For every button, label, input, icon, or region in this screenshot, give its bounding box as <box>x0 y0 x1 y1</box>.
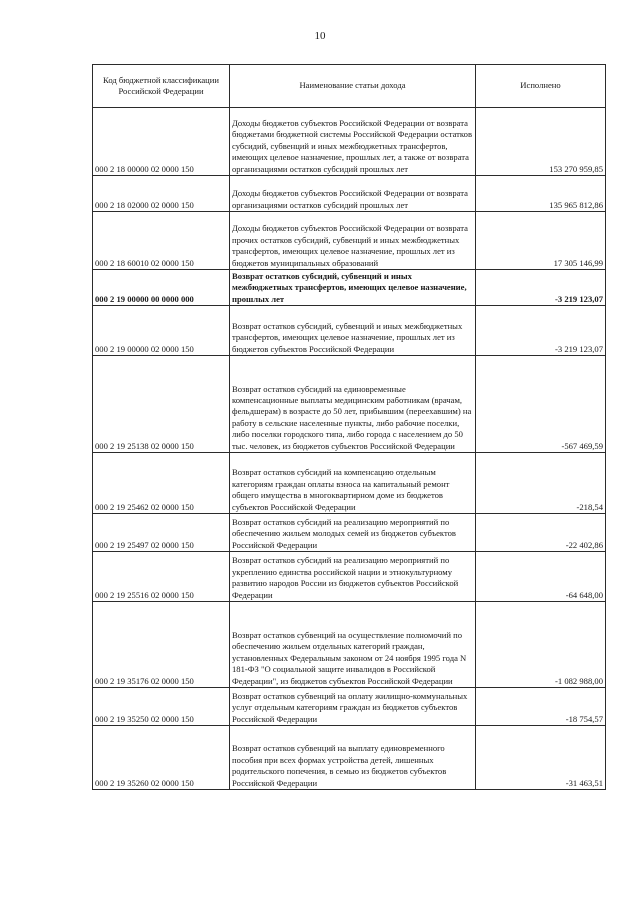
table-row <box>93 726 606 790</box>
income-table <box>92 64 606 790</box>
row-value: 153 270 959,85 <box>476 108 606 176</box>
row-name: Доходы бюджетов субъектов Российской Федерации от возврата прочих остатков субсидий, субвенций и иных межбюджетных трансфертов, имеющих целевое назначение, прошлых лет из бюджетов муниципальных образований <box>230 212 476 270</box>
row-code: 000 2 19 35260 02 0000 150 <box>93 726 230 790</box>
row-value: -22 402,86 <box>476 514 606 552</box>
row-code: 000 2 19 25516 02 0000 150 <box>93 552 230 602</box>
table-row <box>93 270 606 306</box>
row-code: 000 2 19 00000 02 0000 150 <box>93 306 230 356</box>
row-name: Возврат остатков субсидий, субвенций и иных межбюджетных трансфертов, имеющих целевое назначение, прошлых лет <box>230 270 476 306</box>
row-code: 000 2 18 60010 02 0000 150 <box>93 212 230 270</box>
row-value: -3 219 123,07 <box>476 270 606 306</box>
table-row <box>93 212 606 270</box>
header-code: Код бюджетной классификации Российской Федерации <box>93 65 230 108</box>
header-executed: Исполнено <box>476 65 606 108</box>
row-value: -64 648,00 <box>476 552 606 602</box>
row-value: -1 082 988,00 <box>476 602 606 688</box>
table-row <box>93 356 606 453</box>
table-row <box>93 514 606 552</box>
row-code: 000 2 19 00000 00 0000 000 <box>93 270 230 306</box>
table-row <box>93 552 606 602</box>
row-code: 000 2 19 35250 02 0000 150 <box>93 688 230 726</box>
row-name: Возврат остатков субсидий на единовременные компенсационные выплаты медицинским работникам (врачам, фельдшерам) в возрасте до 50 лет, прибывшим (переехавшим) на работу в сельские населенные пункты, либо рабочие поселки, либо поселки городского типа, либо города с населением до 50 тыс. человек, из бюджетов субъектов Российской Федерации <box>230 356 476 453</box>
row-name: Возврат остатков субсидий, субвенций и иных межбюджетных трансфертов, имеющих целевое назначение, прошлых лет из бюджетов субъектов Российской Федерации <box>230 306 476 356</box>
row-name: Доходы бюджетов субъектов Российской Федерации от возврата бюджетами бюджетной системы Российской Федерации остатков субсидий, субвенций и иных межбюджетных трансфертов, имеющих целевое назначение, прошлых лет, а также от возврата организациями остатков субсидий прошлых лет <box>230 108 476 176</box>
row-code: 000 2 19 25138 02 0000 150 <box>93 356 230 453</box>
row-code: 000 2 19 25462 02 0000 150 <box>93 453 230 514</box>
row-name: Возврат остатков субсидий на реализацию мероприятий по укреплению единства российской нации и этнокультурному развитию народов России из бюджетов субъектов Российской Федерации <box>230 552 476 602</box>
table-row <box>93 453 606 514</box>
row-name: Доходы бюджетов субъектов Российской Федерации от возврата организациями остатков субсидий прошлых лет <box>230 176 476 212</box>
row-value: -31 463,51 <box>476 726 606 790</box>
row-name: Возврат остатков субвенций на осуществление полномочий по обеспечению жильем отдельных категорий граждан, установленных Федеральным законом от 24 ноября 1995 года N 181-ФЗ "О социальной защите инвалидов в Российской Федерации", из бюджетов субъектов Российской Федерации <box>230 602 476 688</box>
table-row <box>93 688 606 726</box>
table-row <box>93 602 606 688</box>
table-header-row <box>93 65 606 108</box>
row-value: 17 305 146,99 <box>476 212 606 270</box>
row-value: -3 219 123,07 <box>476 306 606 356</box>
header-name: Наименование статьи дохода <box>230 65 476 108</box>
row-value: -218,54 <box>476 453 606 514</box>
row-value: 135 965 812,86 <box>476 176 606 212</box>
row-code: 000 2 18 02000 02 0000 150 <box>93 176 230 212</box>
row-name: Возврат остатков субсидий на реализацию мероприятий по обеспечению жильем молодых семей из бюджетов субъектов Российской Федерации <box>230 514 476 552</box>
row-name: Возврат остатков субвенций на оплату жилищно-коммунальных услуг отдельным категориям граждан из бюджетов субъектов Российской Федерации <box>230 688 476 726</box>
row-code: 000 2 18 00000 02 0000 150 <box>93 108 230 176</box>
table-row <box>93 306 606 356</box>
row-code: 000 2 19 35176 02 0000 150 <box>93 602 230 688</box>
page-number: 10 <box>314 30 326 42</box>
row-name: Возврат остатков субсидий на компенсацию отдельным категориям граждан оплаты взноса на капитальный ремонт общего имущества в многоквартирном доме из бюджетов субъектов Российской Федерации <box>230 453 476 514</box>
row-code: 000 2 19 25497 02 0000 150 <box>93 514 230 552</box>
row-value: -567 469,59 <box>476 356 606 453</box>
row-name: Возврат остатков субвенций на выплату единовременного пособия при всех формах устройства детей, лишенных родительского попечения, в семью из бюджетов субъектов Российской Федерации <box>230 726 476 790</box>
table-row <box>93 108 606 176</box>
table-row <box>93 176 606 212</box>
row-value: -18 754,57 <box>476 688 606 726</box>
